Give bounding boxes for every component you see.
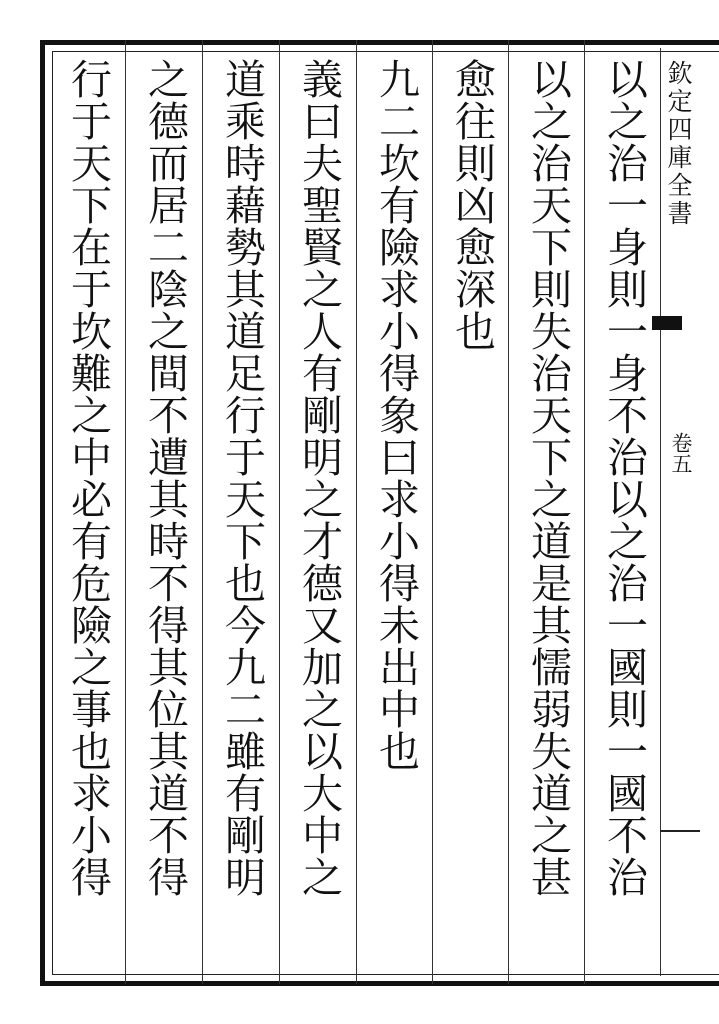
text-column-1: 以之治一身則一身不治以之治一國則一國不治 bbox=[600, 58, 648, 898]
column-divider bbox=[432, 40, 433, 984]
column-divider bbox=[508, 40, 509, 984]
column-divider bbox=[125, 40, 126, 984]
text-column-5: 義曰夫聖賢之人有剛明之才德又加之以大中之 bbox=[295, 58, 343, 898]
column-divider bbox=[584, 40, 585, 984]
text-column-6: 道乘時藉勢其道足行于天下也今九二雖有剛明 bbox=[218, 58, 266, 898]
book-title: 欽定四庫全書 bbox=[664, 60, 693, 228]
volume-label: 卷五 bbox=[669, 432, 693, 474]
column-divider bbox=[356, 40, 357, 984]
text-column-4: 九二坎有險求小得象曰求小得未出中也 bbox=[372, 58, 420, 772]
column-divider bbox=[202, 40, 203, 984]
fish-tail-mark bbox=[652, 316, 682, 330]
text-column-3: 愈往則凶愈深也 bbox=[448, 58, 496, 352]
text-column-7: 之德而居二陰之間不遭其時不得其位其道不得 bbox=[141, 58, 189, 898]
text-column-2: 以之治天下則失治天下之道是其懦弱失道之甚 bbox=[524, 58, 572, 898]
margin-tick bbox=[660, 830, 700, 832]
column-divider bbox=[279, 40, 280, 984]
text-column-8: 行于天下在于坎難之中必有危險之事也求小得 bbox=[64, 58, 112, 898]
